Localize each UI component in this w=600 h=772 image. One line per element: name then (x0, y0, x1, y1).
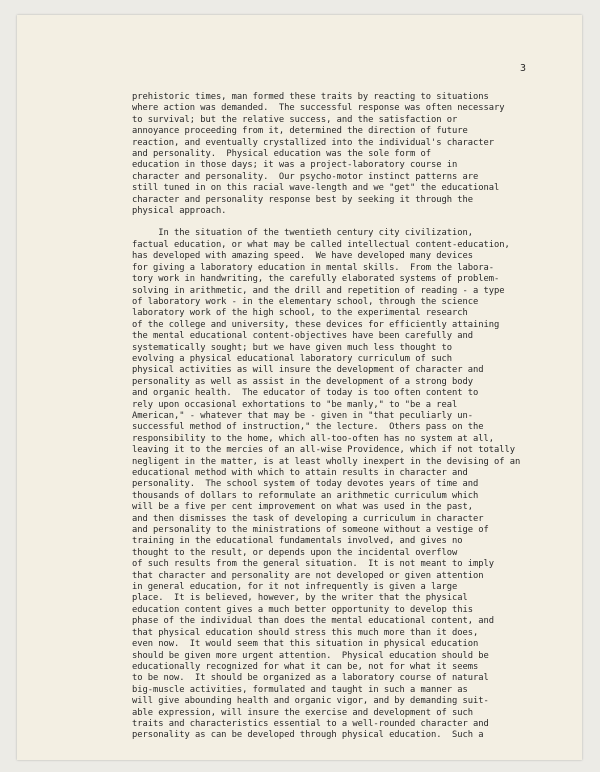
text-line: education in those days; it was a project-laboratory course in (132, 160, 458, 171)
text-line: physical approach. (132, 206, 227, 217)
text-line: prehistoric times, man formed these traits by reacting to situations (132, 92, 489, 102)
text-line: still tuned in on this racial wave-length and we "get" the educational (132, 183, 500, 194)
text-line: educationally recognized for what it can be, not for what it seems (132, 661, 479, 672)
text-line: even now. It would seem that this situation in physical education (132, 639, 479, 650)
text-line: rely upon occasional exhortations to "be manly," to "be a real (132, 399, 458, 410)
text-line: education content gives a much better opportunity to develop this (132, 604, 474, 615)
text-line: traits and characteristics essential to a well-rounded character and (132, 718, 489, 729)
text-line: that physical education should stress this much more than it does, (132, 627, 479, 638)
text-line: will give abounding health and organic vigor, and by demanding suit- (132, 696, 489, 707)
paragraph-2 (132, 228, 592, 741)
text-line: personality. The school system of today devotes years of time and (132, 479, 479, 490)
text-line: that character and personality are not developed or given attention (132, 570, 484, 581)
text-line: will be a five per cent improvement on what was used in the past, (132, 502, 474, 513)
text-line: American," - whatever that may be - given in "that peculiarly un- (132, 410, 474, 421)
text-line: laboratory work of the high school, to the experimental research (132, 308, 468, 319)
text-line: where action was demanded. The successful response was often necessary (132, 103, 505, 114)
text-line: leaving it to the mercies of an all-wise Providence, which if not totally (132, 445, 515, 456)
text-line: responsibility to the home, which all-too-often has no system at all, (132, 433, 494, 444)
text-line: thought to the result, or depends upon the incidental overflow (132, 547, 458, 558)
text-line: character and personality. Our psycho-motor instinct patterns are (132, 171, 479, 182)
paragraph-gap (132, 217, 592, 228)
text-line: in general education, for it not infrequently is given a large (132, 582, 458, 593)
text-line: tory work in handwriting, the carefully elaborated systems of problem- (132, 274, 500, 285)
text-line: of laboratory work - in the elementary school, through the science (132, 296, 479, 307)
text-line: educational method with which to attain results in character and (132, 468, 468, 478)
text-line: successful method of instruction," the lecture. Others pass on the (132, 422, 484, 433)
text-line: of such results from the general situation. It is not meant to imply (132, 559, 494, 570)
text-line: and personality. Physical education was the sole form of (132, 149, 432, 160)
text-line: for giving a laboratory education in mental skills. From the labora- (132, 262, 494, 273)
text-line: physical activities as will insure the development of character and (132, 365, 484, 376)
text-line: big-muscle activities, formulated and taught in such a manner as (132, 684, 468, 695)
text-line: has developed with amazing speed. We have developed many devices (132, 251, 474, 262)
text-line: of the college and university, these devices for efficiently attaining (132, 319, 500, 330)
text-line: place. It is believed, however, by the writer that the physical (132, 593, 468, 604)
text-line: thousands of dollars to reformulate an arithmetic curriculum which (132, 490, 479, 501)
text-line: personality as can be developed through physical education. Such a (132, 730, 484, 741)
text-line: training in the educational fundamentals involved, and gives no (132, 536, 463, 547)
text-line: annoyance proceeding from it, determined the direction of future (132, 126, 468, 137)
document-page (17, 15, 582, 760)
text-line: and then dismisses the task of developing a curriculum in character (132, 513, 484, 524)
text-line: systematically sought; but we have given much less thought to (132, 342, 453, 353)
text-line: reaction, and eventually crystallized into the individual's character (132, 137, 494, 148)
text-line: and personality to the ministrations of someone without a vestige of (132, 525, 489, 536)
text-line: to survival; but the relative success, and the satisfaction or (132, 114, 458, 125)
paragraph-1 (132, 92, 592, 217)
text-line: personality as well as assist in the development of a strong body (132, 376, 474, 387)
text-line: solving in arithmetic, and the drill and repetition of reading - a type (132, 285, 505, 296)
text-line: factual education, or what may be called intellectual content-education, (132, 239, 510, 250)
text-line: evolving a physical educational laboratory curriculum of such (132, 353, 453, 364)
text-line: In the situation of the twentieth century city civilization, (132, 228, 474, 239)
text-line: should be given more urgent attention. Physical education should be (132, 650, 489, 661)
text-line: able expression, will insure the exercise and development of such (132, 707, 474, 718)
text-line: phase of the individual than does the mental educational content, and (132, 616, 494, 627)
text-line: negligent in the matter, is at least wholly inexpert in the devising of an (132, 456, 521, 467)
text-line: to be now. It should be organized as a laboratory course of natural (132, 673, 489, 684)
text-line: and organic health. The educator of today is too often content to (132, 388, 479, 399)
text-line: the mental educational content-objectives have been carefully and (132, 331, 474, 342)
page-number: 3 (520, 63, 527, 74)
text-line: character and personality response best by seeking it through the (132, 194, 474, 205)
typed-text-body (132, 92, 592, 742)
